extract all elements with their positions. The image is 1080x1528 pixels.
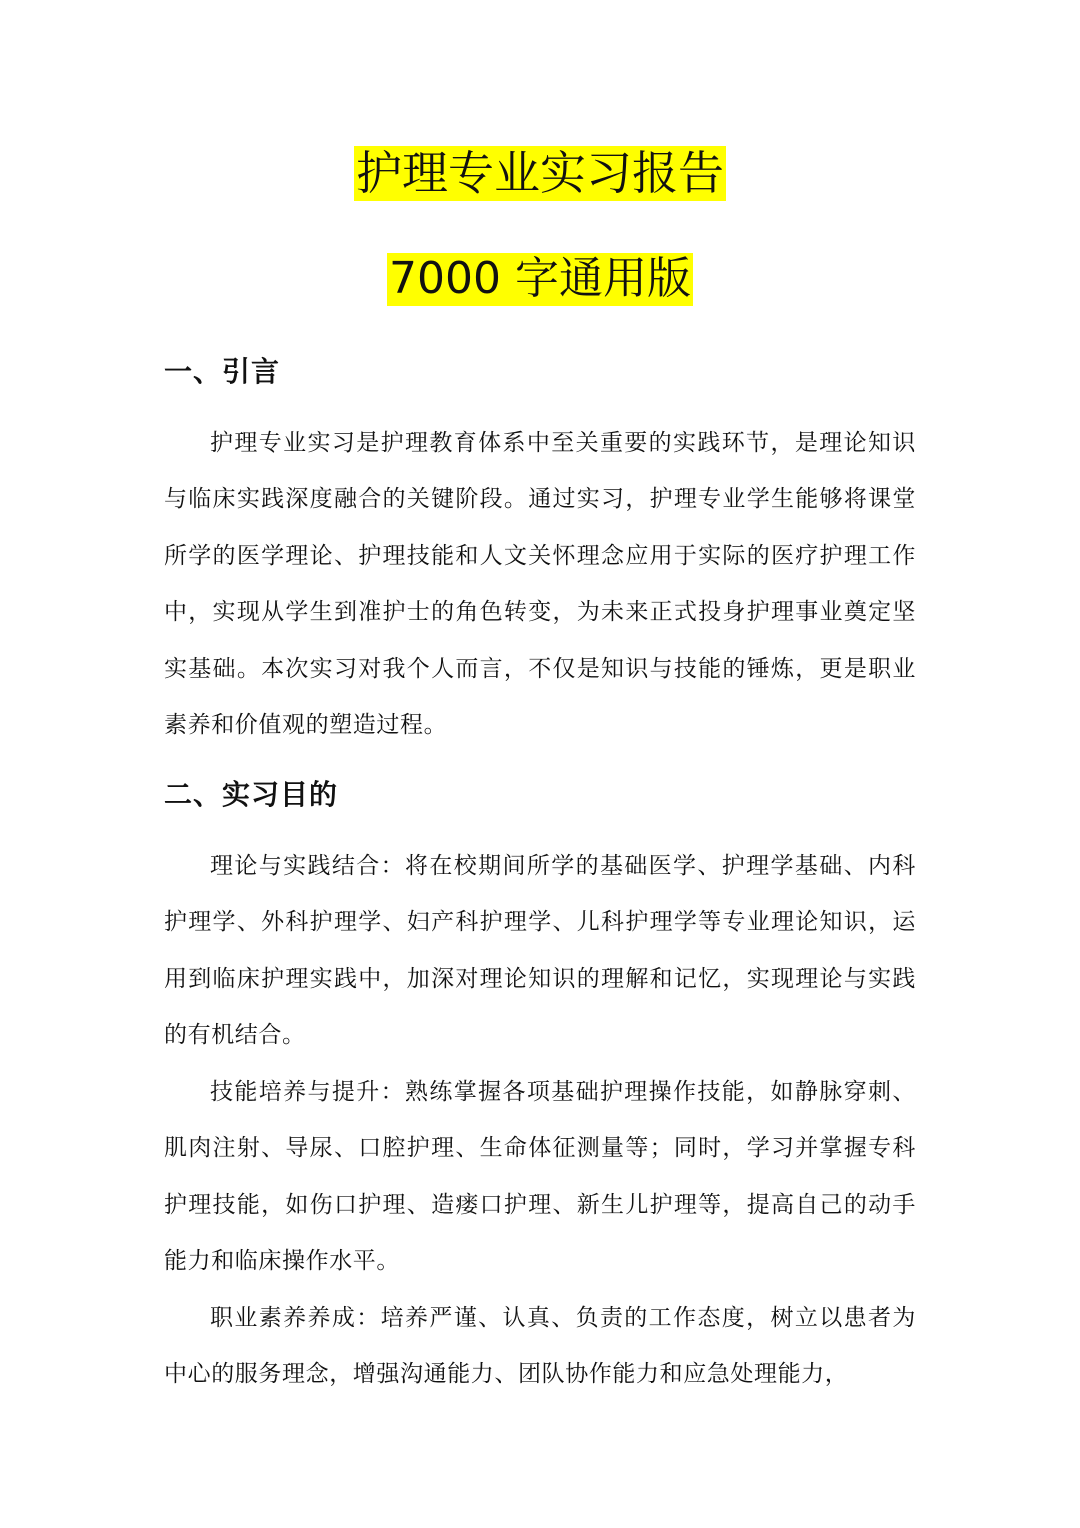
document-subtitle: [0, 253, 1080, 306]
title-line-2: 7000 字通用版: [389, 253, 691, 304]
section-heading-introduction: 一、引言: [164, 355, 281, 388]
paragraph-purpose-theory-practice: 理论与实践结合：将在校期间所学的基础医学、护理学基础、内科护理学、外科护理学、妇产科护理学、儿科护理学等专业理论知识，运用到临床护理实践中，加深对理论知识的理解和记忆，实现理论与实践的有机结合。: [164, 853, 916, 1049]
section-heading-purpose: 二、实习目的: [164, 778, 339, 811]
paragraph-purpose-skills: 技能培养与提升：熟练掌握各项基础护理操作技能，如静脉穿刺、肌肉注射、导尿、口腔护理、生命体征测量等；同时，学习并掌握专科护理技能，如伤口护理、造瘘口护理、新生儿护理等，提高自己的动手能力和临床操作水平。: [164, 1079, 916, 1275]
title-line-1: 护理专业实习报告: [356, 146, 724, 200]
document-title: [0, 146, 1080, 201]
paragraph-purpose-professionalism: 职业素养养成：培养严谨、认真、负责的工作态度，树立以患者为中心的服务理念，增强沟通能力、团队协作能力和应急处理能力，: [164, 1305, 916, 1388]
paragraph-introduction: 护理专业实习是护理教育体系中至关重要的实践环节，是理论知识与临床实践深度融合的关键阶段。通过实习，护理专业学生能够将课堂所学的医学理论、护理技能和人文关怀理念应用于实际的医疗护理工作中，实现从学生到准护士的角色转变，为未来正式投身护理事业奠定坚实基础。本次实习对我个人而言，不仅是知识与技能的锤炼，更是职业素养和价值观的塑造过程。: [164, 430, 916, 739]
